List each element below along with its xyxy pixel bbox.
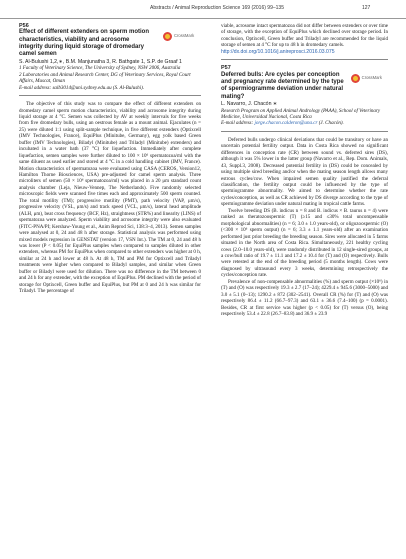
email-link[interactable]: jorge.chacon.calderon@una.cr [254, 120, 318, 127]
divider [221, 131, 388, 132]
crossmark-icon [163, 32, 172, 41]
running-header [0, 0, 406, 19]
abstract-body: The objective of this study was to compare the effect of different extenders on dromedary camel sperm motion characteristics, viability and acrosome integrity during liquid storage at 4 °C. Semen was collected by AV at weekly intervals for five weeks from five dromedary bulls, using an oestrous female as a mount animal. Ejaculates (n = 25) were diluted 1:1 using split-sample technique, in five different extenders (Optixcell (IMV Technologies, France), EquiPlus (Minitube, Germany), egg yolk based Green buffer (IMV Technologies), Biladyl (Minitube) and Triladyl (Minitube) extenders) and incubated in a water bath (37 °C) for liquefaction. Immediately after complete liquefaction, semen samples were further diluted to 100 × 10⁶ spermatozoa/ml with the same diluent as used earlier and stored at 4 °C in a cold handling cabinet (IMV, France). Motion characteristics of spermatozoa were evaluated using CASA (CEROS, Version12, Hamilton Thorne Biosciences, USA) pre-adjusted for camel sperm analysis. Three microliters of semen (50 × 10⁶ spermatozoa/ml) was placed in a 20 μm standard count analysis chamber (Leja, Nieuw-Vennep, The Netherlands). Five randomly selected microscopic fields were scanned five times each and approximately 500 sperm counted. The total motility (TM); progressive motility (PMT), path velocity (VAP, μm/s), progressive velocity (VSL, μm/s) and track speed (VCL, μm/s), lateral head amplitude (ALH, μm), beat cross frequency (BCF, Hz), straightness (STR%) and linearity (LINS) of spermatozoa were analyzed. Sperm viability and acrosome integrity were also evaluated (FITC-PNA/PI; Kershaw-Young et al., Anim Reprod Sci, 138:3–4, 2013). Semen samples were analysed at 0, 24 and 48 h after storage. Statistical analysis was performed using mixed models regression in GENSTAT (version 17, VSN Int.). The TM at 0, 24 and 48 h was lower (P < 0.05) for EquiPlus samples when compared to samples diluted in other extenders, whereas PM for EquiPlus when compared to other extenders was higher at 0 h, similar at 24 h and lower at 48 h. At 48 h, TM and PM for Optixcell and Triladyl treatments were higher when compared to Biladyl samples, and similar when Green buffer or Biladyl were used for dilution. There was no difference in the TM between 0 and 24 h for any extender, with the exception of EquiPlus. PM declined with the period of storage for Optixcell, Green buffer and EquiPlus, but PM at 0 and 24 h was similar for Triladyl. The percentage of [19, 101, 201, 295]
abstract-body: Prevalence of non-compensable abnormalities (%) and sperm output (×10⁶) in (T) and (O) was respectively 19.3 ± 2.7 (17–24); 4229.4 ± 945.6 (3000–5000) and 3.0 ± 5.1 (0–13); 1290.2 ± 872 (302–2541). Overall CR (%) for (T) and (O) was respectively 86.4 ± 11.2 (66.7–97.3) and 63.1 ± 36.6 (7.4–100) (p = 0.0001). Besides, CR at first service was higher (p < 0.05) for (T) versus (O), being respectively 53.4 ± 22.8 (26.7–83.8) and 36.9 ± 23.9 [221, 278, 388, 318]
journal-citation: Abstracts / Animal Reproduction Science 169 (2016) 99–135 [150, 5, 284, 11]
crossmark-label: CrossMark [361, 75, 382, 81]
author-email: E-mail address: salb3014@uni.sydney.edu.au (S. Al-Bulushi). [19, 84, 145, 91]
abstract-title: Deferred bulls: Are cycles per conception and pregnancy rate determined by the type of spermiogramme deviation under natural mating? [221, 71, 344, 100]
abstract-body-continued: viable, acrosome intact spermatozoa did not differ between extenders or over time of storage, with the exception of EquiPlus which declined over storage period. In conclusion, Optixcell, Green buffer and Triladyl are recommended for the liquid storage of semen at 4 °C for up to 48 h in dromedary camels. [221, 23, 388, 49]
affiliation: 2 Laboratories and Animal Research Center, DG of Veterinary Services, Royal Court Affairs, Muscat, Oman [19, 71, 191, 85]
abstract-body: Deferred bulls undergo clinical deviations that could be transitory or have an uncertain potential fertility output. Data in Costa Rica showed no significant differences in conception rate (CR) between sound vs. deferred sires (DS), although it was 5% lower in the latter group (Navarro et al., Rep. Dom. Animals, 43, Suppl.3, 2008). Decreased potential fertility in (DS) could be concealed by using multiple sired breeding and/or when the mating season length allows many estrous cycles/cow. When impaired semen quality justified the deferral classification, the fertility output could be influenced by the type of spermiogramme abnormality. We aimed to determine whether the rate cycles/conception, as well as CR achieved by DS diverge according to the type of spermiogramme deviation under natural mating in tropical cattle farms. [221, 136, 388, 208]
crossmark-badge[interactable] [351, 73, 388, 85]
divider [19, 95, 201, 96]
left-column [19, 23, 201, 295]
abstract-title: Effect of different extenders on sperm motion characteristics, viability and acrosome integrity during liquid storage of dromedary camel semen [19, 29, 150, 58]
author-email [221, 120, 388, 126]
right-column [221, 23, 388, 318]
email-label: E-mail address: [221, 120, 254, 127]
email-owner: (J. Chacón). [318, 120, 344, 127]
title-block [221, 72, 388, 101]
author-list: L. Navarro, J. Chacón ∗ [221, 100, 278, 107]
affiliation: Research Program on Applied Animal Andrology (PAAA), School of Veterinary Medicine, Universidad Nacional, Costa Rica [221, 107, 381, 120]
page-number: 127 [362, 5, 371, 11]
author-list: S. Al-Bulushi 1,2,∗, B.M. Manjunatha 3, R. Bathgate 1, S.P. de Graaf 1 [19, 58, 182, 65]
title-block [19, 29, 201, 58]
abstract-id: P57 [221, 65, 231, 72]
divider [221, 59, 388, 60]
abstract-id: P56 [19, 23, 29, 29]
crossmark-icon [351, 74, 360, 83]
crossmark-label: CrossMark [174, 33, 195, 39]
doi-link[interactable]: http://dx.doi.org/10.1016/j.anireprosci.2016.03.075 [221, 48, 335, 55]
affiliation: 1 Faculty of Veterinary Science, The University of Sydney, NSW 2006, Australia [19, 65, 181, 72]
crossmark-badge[interactable] [163, 30, 201, 42]
abstract-body: Twelve breeding DS (B. indicus n = 8 and B. indicus × B. taurus n = 4) were ranked as theratozoospermic (T) (≥15 and ≤30% total uncompensable morphological abnormalities) (n = 6; 3.0 ± 1.0 years-old), or oligozoospermic (O) (<300 × 10⁶ sperm output) (n = 6; 3.3 ± 1.1 years-old) after an examination performed just prior breeding the breeding season. Sires were allocated in 5 farms situated in the North area of Costa Rica. Simultaneously, 221 healthy cycling cows (2.0–10.0 years-old), were randomly distributed in 12 single-sired groups, at a cow/bull ratio of 19.7 ± 11.1 and 17.2 ± 10.4 for (T) and (O) respectively. Bulls were retested at the end of the breeding period (5 months length). Cows were diagnosed by ultrasound every 3 weeks, determining retrospectively the cycles/conception rate. [221, 207, 388, 279]
